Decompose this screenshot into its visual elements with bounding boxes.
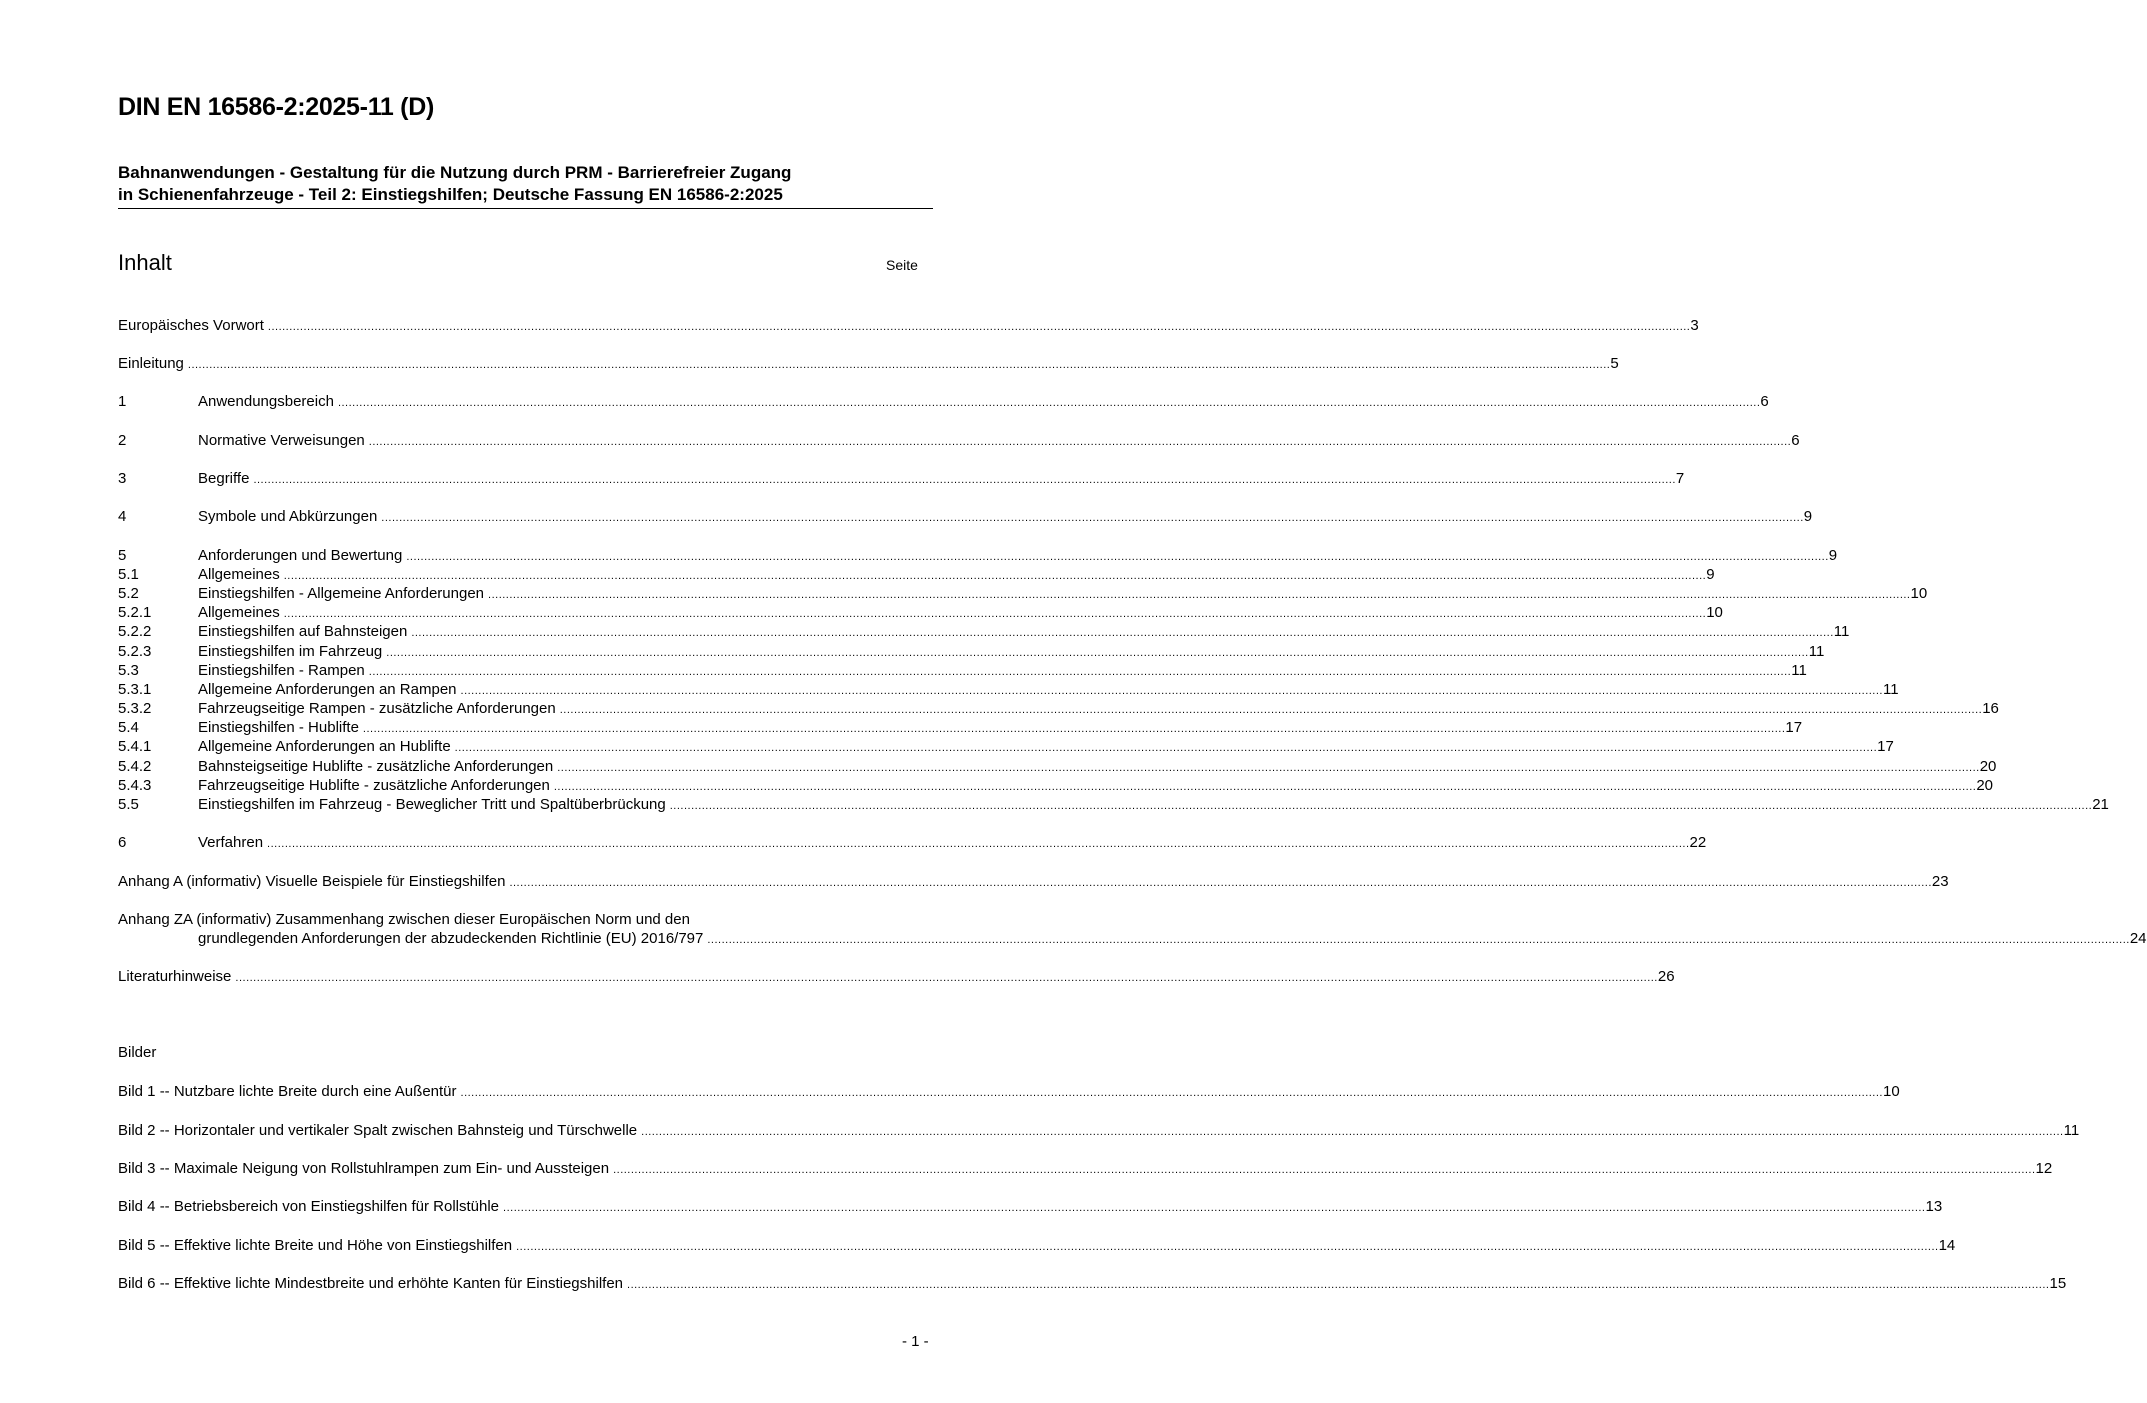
toc-entry[interactable] xyxy=(118,546,1838,565)
dot-leader: ................................................................................................................................................................................................................................................................................................................................................................................................................ xyxy=(557,762,1980,774)
figure-entry[interactable] xyxy=(118,1274,2067,1293)
toc-entry-title: Bild 1 -- Nutzbare lichte Breite durch eine Außentür xyxy=(118,1083,457,1100)
toc-entry[interactable] xyxy=(118,316,1699,335)
toc-entry-page: 10 xyxy=(1910,585,1928,602)
toc-entry-page: 21 xyxy=(2092,796,2109,813)
dot-leader: ................................................................................................................................................................................................................................................................................................................................................................................................................ xyxy=(641,1126,2064,1138)
toc-entry-page: 11 xyxy=(1808,643,1825,660)
toc-entry-page: 26 xyxy=(1657,968,1675,985)
toc-entry-number: 5.2 xyxy=(118,585,139,602)
figure-entry[interactable] xyxy=(118,1121,2080,1140)
toc-entry-page: 9 xyxy=(1828,547,1838,564)
dot-leader: ................................................................................................................................................................................................................................................................................................................................................................................................................ xyxy=(267,838,1690,850)
toc-entry-page: 22 xyxy=(1689,834,1707,851)
toc-entry-page: 20 xyxy=(1976,777,1994,794)
dot-leader: ................................................................................................................................................................................................................................................................................................................................................................................................................ xyxy=(368,436,1792,448)
toc-entry[interactable] xyxy=(118,833,1707,852)
document-subtitle xyxy=(118,162,933,209)
toc-entry[interactable] xyxy=(118,795,2109,814)
dot-leader: ................................................................................................................................................................................................................................................................................................................................................................................................................ xyxy=(460,1087,1883,1099)
dot-leader: ................................................................................................................................................................................................................................................................................................................................................................................................................ xyxy=(362,723,1786,735)
toc-entry-page: 10 xyxy=(1882,1083,1900,1100)
toc-entry-title: Normative Verweisungen xyxy=(198,432,365,449)
toc-entry-number: 5.5 xyxy=(118,796,139,813)
toc-entry-title: Bild 4 -- Betriebsbereich von Einstiegshilfen für Rollstühle xyxy=(118,1198,500,1215)
toc-entry-title: Bahnsteigseitige Hublifte - zusätzliche Anforderungen xyxy=(198,758,554,775)
toc-entry-title: Allgemeines xyxy=(198,604,280,621)
dot-leader: ................................................................................................................................................................................................................................................................................................................................................................................................................ xyxy=(337,397,1761,409)
toc-entry-title: Einstiegshilfen auf Bahnsteigen xyxy=(198,623,408,640)
toc-entry[interactable] xyxy=(118,431,1800,450)
toc-entry-number: 5.3.2 xyxy=(118,700,152,717)
toc-entry-page: 5 xyxy=(1610,355,1619,372)
toc-entry-title: Allgemeine Anforderungen an Rampen xyxy=(198,681,457,698)
toc-entry[interactable] xyxy=(118,699,1999,718)
toc-entry[interactable] xyxy=(118,584,1928,603)
toc-entry-title: Bild 5 -- Effektive lichte Breite und Höhe von Einstiegshilfen xyxy=(118,1237,513,1254)
toc-entry-title: Fahrzeugseitige Rampen - zusätzliche Anforderungen xyxy=(198,700,556,717)
toc-entry-page: 23 xyxy=(1931,873,1949,890)
toc-entry-title: Literaturhinweise xyxy=(118,968,232,985)
toc-entry-title: Begriffe xyxy=(198,470,250,487)
toc-entry-title: Bild 3 -- Maximale Neigung von Rollstuhlrampen zum Ein- und Aussteigen xyxy=(118,1160,610,1177)
toc-entry-annex-za[interactable] xyxy=(118,910,2147,950)
dot-leader: ................................................................................................................................................................................................................................................................................................................................................................................................................ xyxy=(381,512,1804,524)
toc-entry-number: 5.4.3 xyxy=(118,777,152,794)
dot-leader: ................................................................................................................................................................................................................................................................................................................................................................................................................ xyxy=(406,551,1829,563)
dot-leader: ................................................................................................................................................................................................................................................................................................................................................................................................................ xyxy=(386,647,1809,659)
toc-entry-page: 9 xyxy=(1803,508,1813,525)
toc-entry-number: 3 xyxy=(118,470,127,487)
dot-leader: ................................................................................................................................................................................................................................................................................................................................................................................................................ xyxy=(503,1202,1926,1214)
figure-entry[interactable] xyxy=(118,1159,2053,1178)
dot-leader: ................................................................................................................................................................................................................................................................................................................................................................................................................ xyxy=(368,666,1792,678)
toc-entry[interactable] xyxy=(118,565,1715,584)
toc-entry-title: Fahrzeugseitige Hublifte - zusätzliche Anforderungen xyxy=(198,777,550,794)
toc-entry-page: 20 xyxy=(1979,758,1997,775)
subtitle-line-2: in Schienenfahrzeuge - Teil 2: Einstiegshilfen; Deutsche Fassung EN 16586-2:2025 xyxy=(118,185,783,204)
toc-entry-number: 1 xyxy=(118,393,127,410)
figure-entry[interactable] xyxy=(118,1197,1943,1216)
toc-entry-title: Bild 6 -- Effektive lichte Mindestbreite und erhöhte Kanten für Einstiegshilfen xyxy=(118,1275,624,1292)
toc-entry[interactable] xyxy=(118,661,1807,680)
toc-entry-page: 11 xyxy=(2063,1122,2080,1139)
toc-entry-number: 5 xyxy=(118,547,127,564)
toc-entry-title: Allgemeines xyxy=(198,566,280,583)
document-title: DIN EN 16586-2:2025-11 (D) xyxy=(118,93,434,121)
toc-entry-title: Einstiegshilfen im Fahrzeug xyxy=(198,643,383,660)
toc-entry[interactable] xyxy=(118,603,1723,622)
dot-leader: ................................................................................................................................................................................................................................................................................................................................................................................................................ xyxy=(235,972,1658,984)
toc-entry-number: 5.2.2 xyxy=(118,623,152,640)
toc-entry-title: Anhang A (informativ) Visuelle Beispiele für Einstiegshilfen xyxy=(118,873,506,890)
toc-entry-title: Anforderungen und Bewertung xyxy=(198,547,403,564)
toc-entry-title: Anwendungsbereich xyxy=(198,393,334,410)
toc-entry-title: Bild 2 -- Horizontaler und vertikaler Spalt zwischen Bahnsteig und Türschwelle xyxy=(118,1122,638,1139)
toc-entry-title: Symbole und Abkürzungen xyxy=(198,508,378,525)
toc-entry-title: Verfahren xyxy=(198,834,264,851)
toc-entry-title: Europäisches Vorwort xyxy=(118,317,264,334)
dot-leader: ................................................................................................................................................................................................................................................................................................................................................................................................................ xyxy=(283,570,1707,582)
figure-entry[interactable] xyxy=(118,1082,1900,1101)
toc-entry-page: 6 xyxy=(1760,393,1769,410)
dot-leader: ................................................................................................................................................................................................................................................................................................................................................................................................................ xyxy=(460,685,1883,697)
dot-leader: ................................................................................................................................................................................................................................................................................................................................................................................................................ xyxy=(253,474,1676,486)
figure-entry[interactable] xyxy=(118,1236,1956,1255)
toc-entry[interactable] xyxy=(118,737,1894,756)
toc-entry[interactable] xyxy=(118,680,1899,699)
toc-entry[interactable] xyxy=(118,507,1813,526)
dot-leader: ................................................................................................................................................................................................................................................................................................................................................................................................................ xyxy=(454,742,1878,754)
toc-heading: Inhalt xyxy=(118,250,172,275)
toc-entry[interactable] xyxy=(118,642,1825,661)
toc-entry[interactable] xyxy=(118,354,1619,373)
toc-entry-page: 11 xyxy=(1833,623,1850,640)
toc-entry-page: 10 xyxy=(1706,604,1723,621)
dot-leader: ................................................................................................................................................................................................................................................................................................................................................................................................................ xyxy=(411,627,1834,639)
toc-entry-number: 5.4.2 xyxy=(118,758,152,775)
dot-leader: ................................................................................................................................................................................................................................................................................................................................................................................................................ xyxy=(488,589,1911,601)
subtitle-line-1: Bahnanwendungen - Gestaltung für die Nutzung durch PRM - Barrierefreier Zugang xyxy=(118,163,792,182)
toc-entry-page: 9 xyxy=(1706,566,1715,583)
toc-entry-page: 3 xyxy=(1690,317,1699,334)
dot-leader: ................................................................................................................................................................................................................................................................................................................................................................................................................ xyxy=(553,781,1977,793)
toc-entry-number: 5.2.1 xyxy=(118,604,152,621)
toc-entry-title: Einstiegshilfen - Hublifte xyxy=(198,719,359,736)
dot-leader: ................................................................................................................................................................................................................................................................................................................................................................................................................ xyxy=(267,321,1691,333)
toc-entry[interactable] xyxy=(118,622,1850,641)
figures-heading: Bilder xyxy=(118,1044,157,1061)
toc-entry[interactable] xyxy=(118,718,1803,737)
toc-entry-page: 17 xyxy=(1877,738,1894,755)
toc-entry[interactable] xyxy=(118,757,1997,776)
toc-entry-page: 7 xyxy=(1675,470,1685,487)
toc-entry[interactable] xyxy=(118,469,1685,488)
toc-entry-title-continued: grundlegenden Anforderungen der abzudeckenden Richtlinie (EU) 2016/797 xyxy=(198,930,704,947)
toc-entry-page: 6 xyxy=(1791,432,1800,449)
toc-page-column-label: Seite xyxy=(886,257,918,273)
dot-leader: ................................................................................................................................................................................................................................................................................................................................................................................................................ xyxy=(559,704,1983,716)
toc-entry-title: Allgemeine Anforderungen an Hublifte xyxy=(198,738,451,755)
dot-leader: ................................................................................................................................................................................................................................................................................................................................................................................................................ xyxy=(187,359,1611,371)
toc-entry-title: Einstiegshilfen - Rampen xyxy=(198,662,365,679)
dot-leader: ................................................................................................................................................................................................................................................................................................................................................................................................................ xyxy=(707,934,2130,946)
dot-leader: ................................................................................................................................................................................................................................................................................................................................................................................................................ xyxy=(516,1241,1939,1253)
toc-entry[interactable] xyxy=(118,392,1769,411)
dot-leader: ................................................................................................................................................................................................................................................................................................................................................................................................................ xyxy=(627,1279,2050,1291)
toc-entry-page: 24 xyxy=(2129,930,2147,947)
toc-entry-title: Anhang ZA (informativ) Zusammenhang zwischen dieser Europäischen Norm und den xyxy=(118,911,690,928)
dot-leader: ................................................................................................................................................................................................................................................................................................................................................................................................................ xyxy=(613,1164,2036,1176)
toc-entry-number: 5.1 xyxy=(118,566,139,583)
toc-entry-number: 4 xyxy=(118,508,127,525)
toc-entry-title: Einstiegshilfen im Fahrzeug - Beweglicher Tritt und Spaltüberbrückung xyxy=(198,796,666,813)
toc-entry-number: 5.4 xyxy=(118,719,139,736)
dot-leader: ................................................................................................................................................................................................................................................................................................................................................................................................................ xyxy=(283,608,1707,620)
toc-entry[interactable] xyxy=(118,872,1949,891)
toc-entry-page: 13 xyxy=(1925,1198,1943,1215)
toc-entry-title: Einleitung xyxy=(118,355,184,372)
toc-entry-page: 17 xyxy=(1785,719,1803,736)
toc-entry-page: 15 xyxy=(2049,1275,2067,1292)
toc-entry-page: 11 xyxy=(1882,681,1899,698)
page-number: - 1 - xyxy=(902,1333,929,1350)
toc-entry-number: 6 xyxy=(118,834,127,851)
dot-leader: ................................................................................................................................................................................................................................................................................................................................................................................................................ xyxy=(509,877,1932,889)
toc-entry-number: 5.2.3 xyxy=(118,643,152,660)
toc-entry-page: 16 xyxy=(1982,700,1999,717)
toc-entry[interactable] xyxy=(118,776,1994,795)
toc-entry-page: 11 xyxy=(1791,662,1807,679)
toc-entry-page: 14 xyxy=(1938,1237,1956,1254)
dot-leader: ................................................................................................................................................................................................................................................................................................................................................................................................................ xyxy=(669,800,2093,812)
toc-entry-number: 5.4.1 xyxy=(118,738,152,755)
toc-entry-number: 2 xyxy=(118,432,127,449)
toc-entry[interactable] xyxy=(118,967,1675,986)
toc-entry-number: 5.3.1 xyxy=(118,681,152,698)
toc-entry-number: 5.3 xyxy=(118,662,139,679)
toc-entry-title: Einstiegshilfen - Allgemeine Anforderungen xyxy=(198,585,485,602)
toc-entry-page: 12 xyxy=(2035,1160,2053,1177)
